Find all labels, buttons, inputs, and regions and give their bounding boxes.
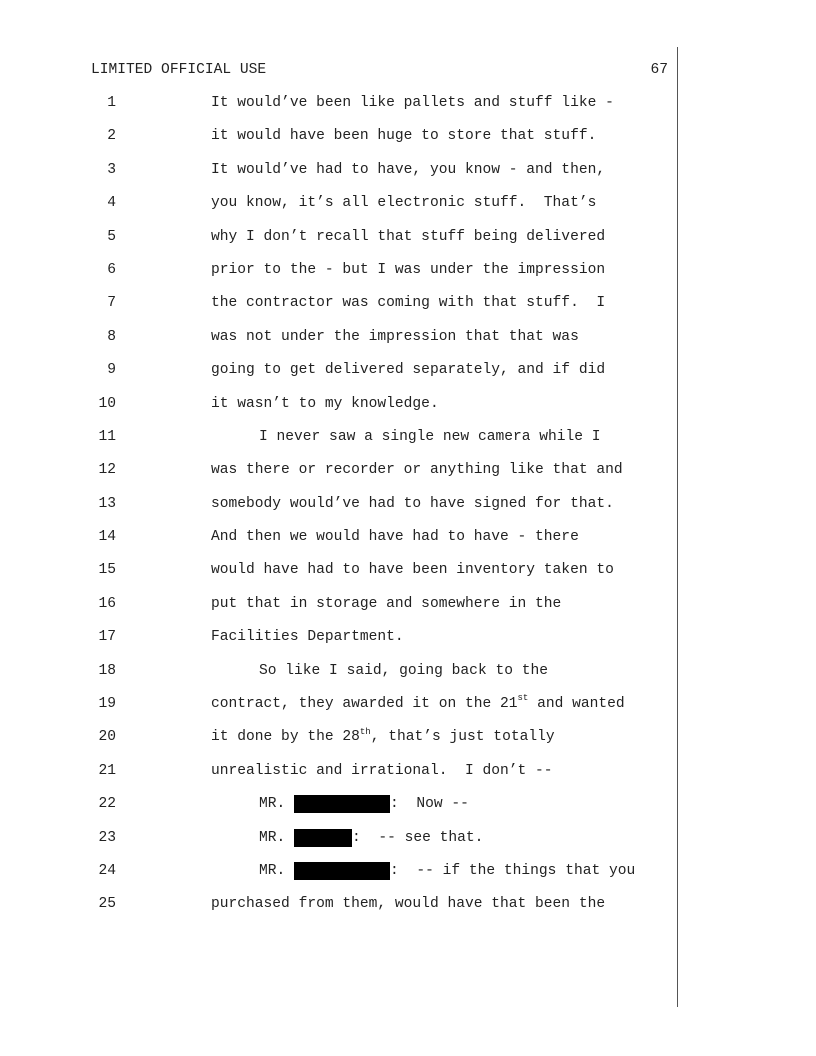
transcript-line bbox=[0, 854, 676, 887]
transcript-line bbox=[0, 86, 676, 119]
transcript-line bbox=[0, 353, 676, 386]
line-number: 3 bbox=[107, 161, 116, 178]
line-text-part: and wanted bbox=[528, 696, 625, 713]
line-number: 16 bbox=[98, 595, 116, 612]
transcript-line bbox=[0, 654, 676, 687]
line-number: 25 bbox=[98, 896, 116, 913]
line-text: I never saw a single new camera while I bbox=[259, 428, 601, 445]
transcript-line bbox=[0, 186, 676, 219]
line-text: the contractor was coming with that stuff. I bbox=[211, 295, 606, 312]
transcript-line bbox=[0, 420, 676, 453]
line-number: 9 bbox=[107, 362, 116, 379]
line-number: 1 bbox=[107, 95, 116, 111]
transcript-line bbox=[0, 887, 676, 920]
line-text: It would’ve had to have, you know - and then, bbox=[211, 161, 606, 178]
redaction-box bbox=[294, 829, 352, 847]
speaker-label: MR. bbox=[259, 862, 286, 879]
transcript-line bbox=[0, 787, 676, 820]
line-number: 12 bbox=[98, 462, 116, 479]
transcript-line bbox=[0, 687, 676, 720]
transcript-line bbox=[0, 320, 676, 353]
line-text: going to get delivered separately, and if did bbox=[211, 362, 606, 379]
line-text: unrealistic and irrational. I don’t -- bbox=[211, 762, 553, 779]
line-number: 19 bbox=[98, 696, 116, 713]
transcript-body bbox=[0, 86, 676, 921]
line-text bbox=[259, 795, 469, 813]
line-number: 11 bbox=[98, 428, 116, 445]
line-text: purchased from them, would have that been the bbox=[211, 896, 606, 913]
transcript-line bbox=[0, 220, 676, 253]
line-number: 20 bbox=[98, 729, 116, 746]
line-text bbox=[211, 728, 555, 746]
transcript-line bbox=[0, 153, 676, 186]
transcript-line bbox=[0, 253, 676, 286]
line-number: 2 bbox=[107, 128, 116, 145]
line-text: was not under the impression that that was bbox=[211, 328, 579, 345]
transcript-line bbox=[0, 387, 676, 420]
line-number: 8 bbox=[107, 328, 116, 345]
line-text: somebody would’ve had to have signed for that. bbox=[211, 495, 614, 512]
transcript-line bbox=[0, 754, 676, 787]
transcript-line bbox=[0, 620, 676, 653]
line-number: 24 bbox=[98, 862, 116, 879]
speaker-label: MR. bbox=[259, 829, 286, 846]
redaction-box bbox=[294, 795, 390, 813]
transcript-line bbox=[0, 553, 676, 586]
page-number: 67 bbox=[650, 62, 668, 78]
line-number: 22 bbox=[98, 796, 116, 813]
line-number: 23 bbox=[98, 829, 116, 846]
line-number: 21 bbox=[98, 762, 116, 779]
transcript-line bbox=[0, 720, 676, 753]
line-text bbox=[259, 862, 635, 880]
line-text-part: : -- see that. bbox=[352, 829, 484, 846]
line-text: why I don’t recall that stuff being delivered bbox=[211, 228, 606, 245]
transcript-line bbox=[0, 119, 676, 152]
line-number: 18 bbox=[98, 662, 116, 679]
transcript-line bbox=[0, 520, 676, 553]
line-text: put that in storage and somewhere in the bbox=[211, 595, 562, 612]
line-text-part: : Now -- bbox=[390, 796, 469, 813]
line-number: 7 bbox=[107, 295, 116, 312]
line-number: 17 bbox=[98, 629, 116, 646]
line-text: it would have been huge to store that stuff. bbox=[211, 128, 597, 145]
line-text: So like I said, going back to the bbox=[259, 662, 549, 679]
speaker-label: MR. bbox=[259, 796, 286, 813]
line-text bbox=[259, 829, 483, 847]
transcript-line bbox=[0, 821, 676, 854]
transcript-line bbox=[0, 453, 676, 486]
line-text: It would’ve been like pallets and stuff like - bbox=[211, 95, 614, 111]
line-text: would have had to have been inventory taken to bbox=[211, 562, 614, 579]
line-text-part: it done by the 28 bbox=[211, 729, 360, 746]
line-number: 10 bbox=[98, 395, 116, 412]
transcript-line bbox=[0, 286, 676, 319]
line-number: 4 bbox=[107, 195, 116, 212]
line-number: 15 bbox=[98, 562, 116, 579]
line-text-part: contract, they awarded it on the 21 bbox=[211, 696, 518, 713]
line-text: prior to the - but I was under the impression bbox=[211, 261, 606, 278]
ordinal-suffix: st bbox=[517, 693, 529, 704]
line-number: 14 bbox=[98, 529, 116, 546]
redaction-box bbox=[294, 862, 390, 880]
line-text: was there or recorder or anything like that and bbox=[211, 462, 623, 479]
right-margin-rule bbox=[677, 47, 678, 1007]
line-text: Facilities Department. bbox=[211, 629, 404, 646]
line-text: it wasn’t to my knowledge. bbox=[211, 395, 439, 412]
line-text: you know, it’s all electronic stuff. That’s bbox=[211, 195, 597, 212]
transcript-line bbox=[0, 587, 676, 620]
line-number: 5 bbox=[107, 228, 116, 245]
ordinal-suffix: th bbox=[359, 726, 371, 737]
line-text-part: , that’s just totally bbox=[370, 729, 555, 746]
line-text bbox=[211, 695, 625, 713]
line-text-part: : -- if the things that you bbox=[390, 862, 636, 879]
classification-header: LIMITED OFFICIAL USE bbox=[91, 62, 267, 78]
line-text: And then we would have had to have - there bbox=[211, 529, 579, 546]
transcript-line bbox=[0, 487, 676, 520]
line-number: 13 bbox=[98, 495, 116, 512]
line-number: 6 bbox=[107, 261, 116, 278]
